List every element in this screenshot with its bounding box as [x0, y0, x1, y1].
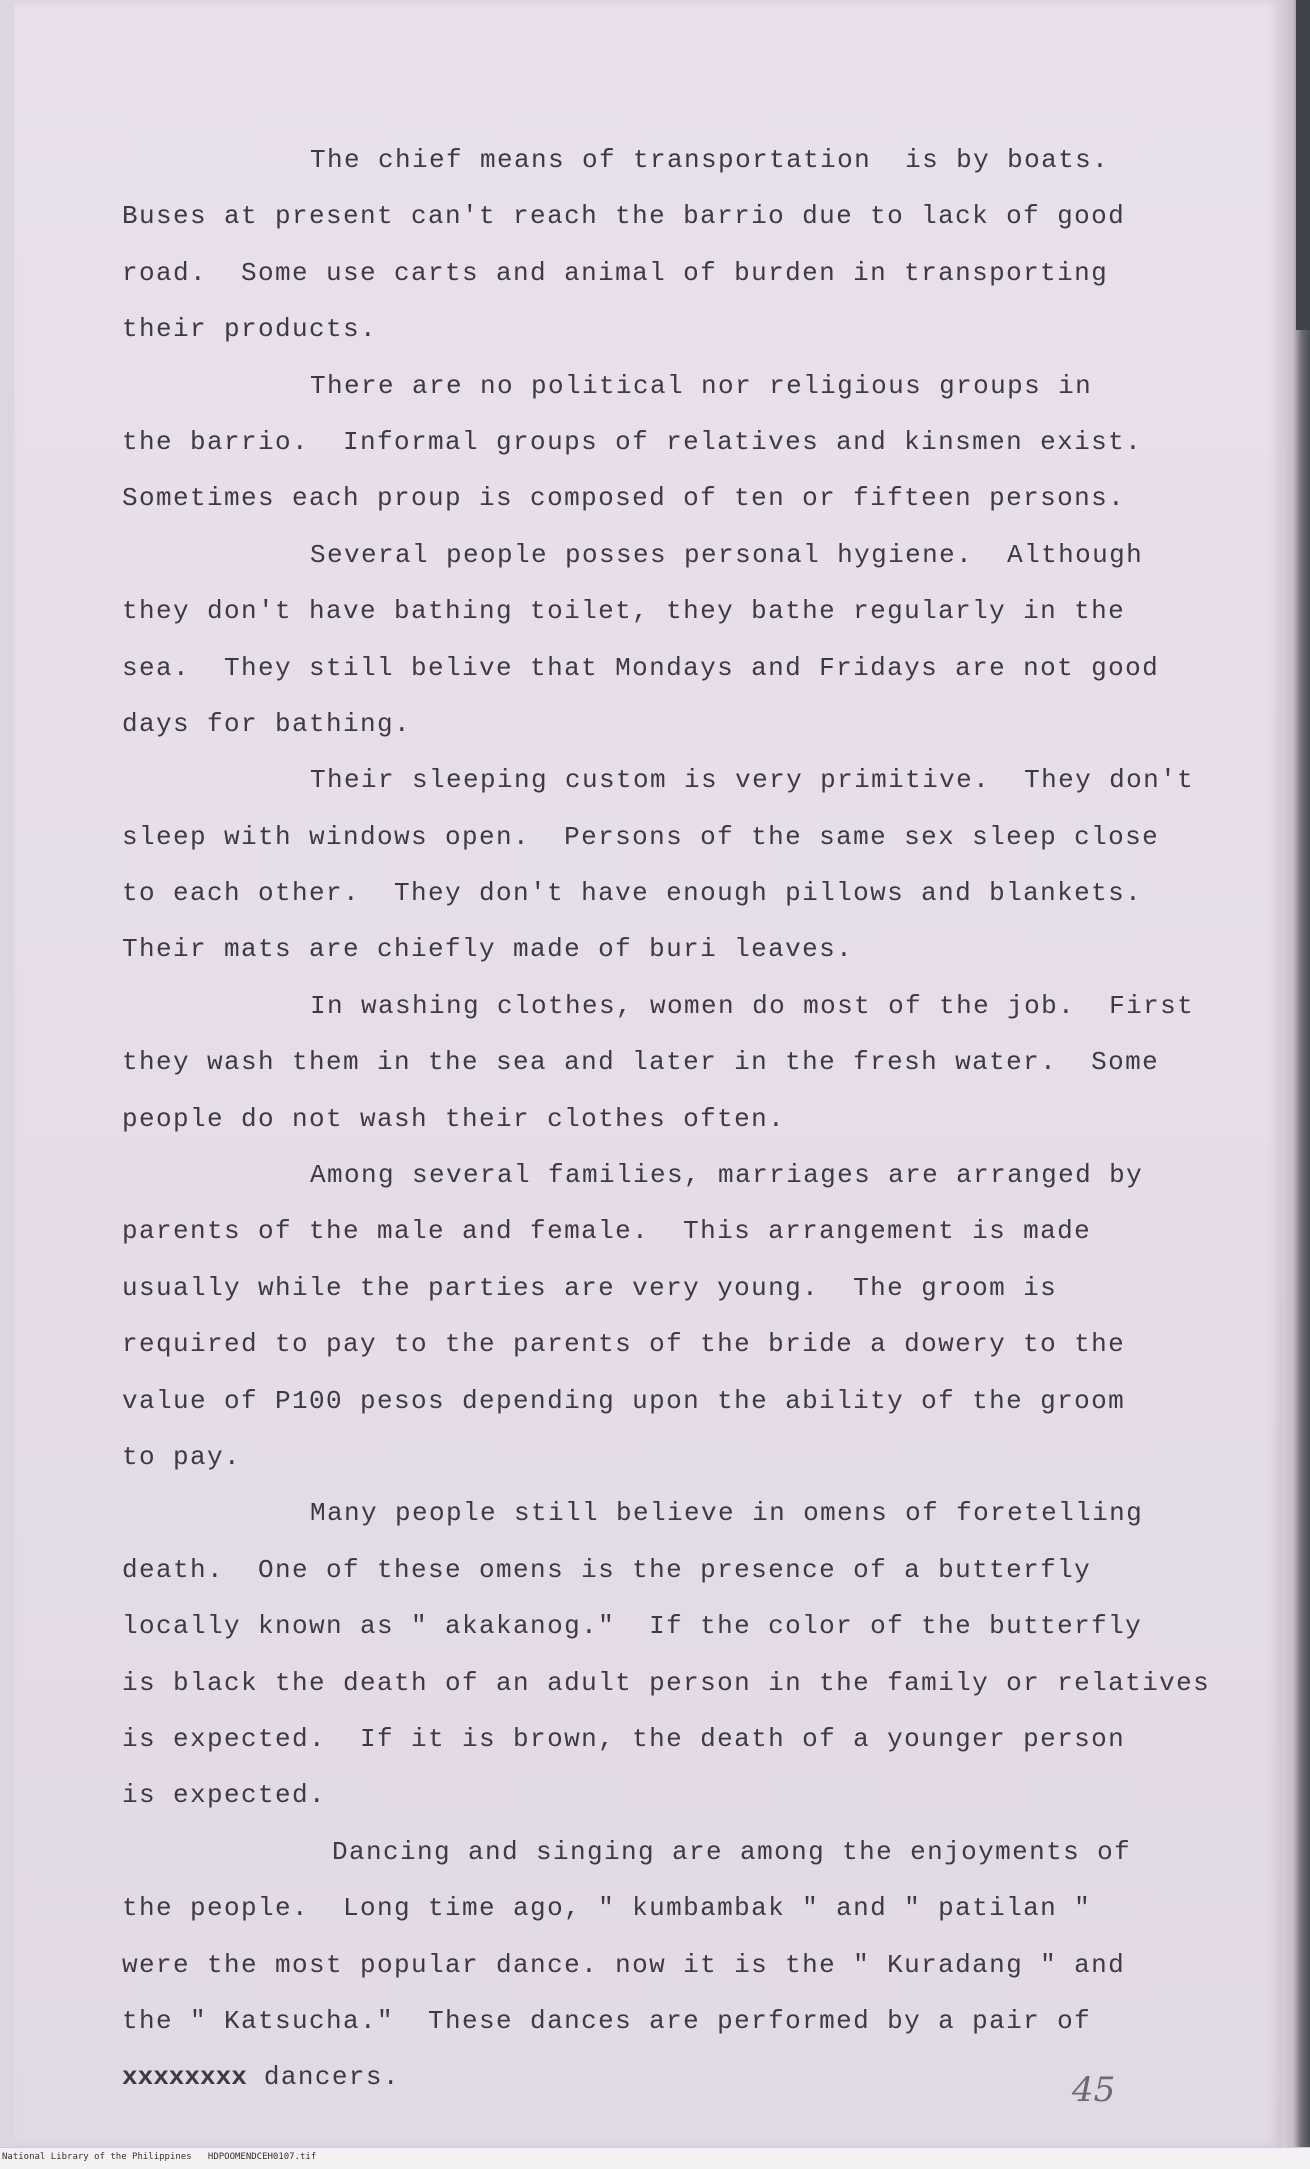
- struck-out-word: xxxxxxxx: [122, 2062, 247, 2093]
- last-text-line: [122, 2049, 1232, 2105]
- text-line: parents of the male and female. This arrangement is made: [122, 1216, 1092, 1247]
- text-line: sleep with windows open. Persons of the same sex sleep close: [122, 821, 1160, 852]
- text-line: people do not wash their clothes often.: [122, 1103, 786, 1134]
- text-line: locally known as " akakanog." If the color of the butterfly: [122, 1611, 1143, 1642]
- text-line: is expected.: [122, 1780, 327, 1811]
- text-line: Dancing and singing are among the enjoyments of: [332, 1836, 1132, 1867]
- text-line: Many people still believe in omens of foretelling: [310, 1498, 1144, 1529]
- text-line: Sometimes each proup is composed of ten or fifteen persons.: [122, 483, 1126, 514]
- scan-footer-caption: National Library of the Philippines HDPOOMENDCEH0107.tif: [2, 2152, 317, 2162]
- text-line: Their mats are chiefly made of buri leaves.: [122, 934, 854, 965]
- text-line: In washing clothes, women do most of the job. First: [310, 990, 1195, 1021]
- text-line: usually while the parties are very young. The groom is: [122, 1272, 1058, 1303]
- text-line: the people. Long time ago, " kumbambak " and " patilan ": [122, 1893, 1092, 1924]
- document-page: [14, 0, 1282, 2148]
- text-line: value of P100 pesos depending upon the ability of the groom: [122, 1385, 1126, 1416]
- text-line: sea. They still belive that Mondays and Fridays are not good: [122, 652, 1160, 683]
- text-line: is expected. If it is brown, the death of a younger person: [122, 1723, 1126, 1754]
- text-line: they don't have bathing toilet, they bathe regularly in the: [122, 596, 1126, 627]
- text-line: is black the death of an adult person in the family or relatives: [122, 1667, 1211, 1698]
- handwritten-page-number: 45: [1072, 2070, 1116, 2110]
- text-line: their products.: [122, 314, 378, 345]
- last-line-text: dancers.: [246, 2062, 400, 2093]
- scan-footer: [0, 2147, 1310, 2169]
- text-line: The chief means of transportation is by boats.: [310, 145, 1110, 175]
- text-line: they wash them in the sea and later in the fresh water. Some: [122, 1047, 1160, 1078]
- page-binding-edge: [1282, 0, 1310, 2148]
- text-line: road. Some use carts and animal of burden in transporting: [122, 257, 1109, 288]
- text-line: the barrio. Informal groups of relatives and kinsmen exist.: [122, 426, 1143, 457]
- text-line: Buses at present can't reach the barrio due to lack of good: [122, 201, 1126, 232]
- text-line: Among several families, marriages are arranged by: [310, 1160, 1144, 1191]
- text-line: Their sleeping custom is very primitive. They don't: [310, 765, 1195, 796]
- text-line: to pay.: [122, 1441, 242, 1472]
- text-line: death. One of these omens is the presence of a butterfly: [122, 1554, 1092, 1585]
- text-line: required to pay to the parents of the bride a dowery to the: [122, 1329, 1126, 1360]
- typed-text-body: [122, 132, 1232, 2106]
- text-line: There are no political nor religious groups in: [310, 370, 1093, 401]
- text-line: to each other. They don't have enough pillows and blankets.: [122, 878, 1143, 909]
- text-line: the " Katsucha." These dances are performed by a pair of: [122, 2005, 1092, 2036]
- binding-tab: [1296, 0, 1310, 330]
- text-line: Several people posses personal hygiene. Although: [310, 539, 1144, 570]
- text-line: were the most popular dance. now it is the " Kuradang " and: [122, 1949, 1126, 1980]
- text-line: days for bathing.: [122, 708, 412, 739]
